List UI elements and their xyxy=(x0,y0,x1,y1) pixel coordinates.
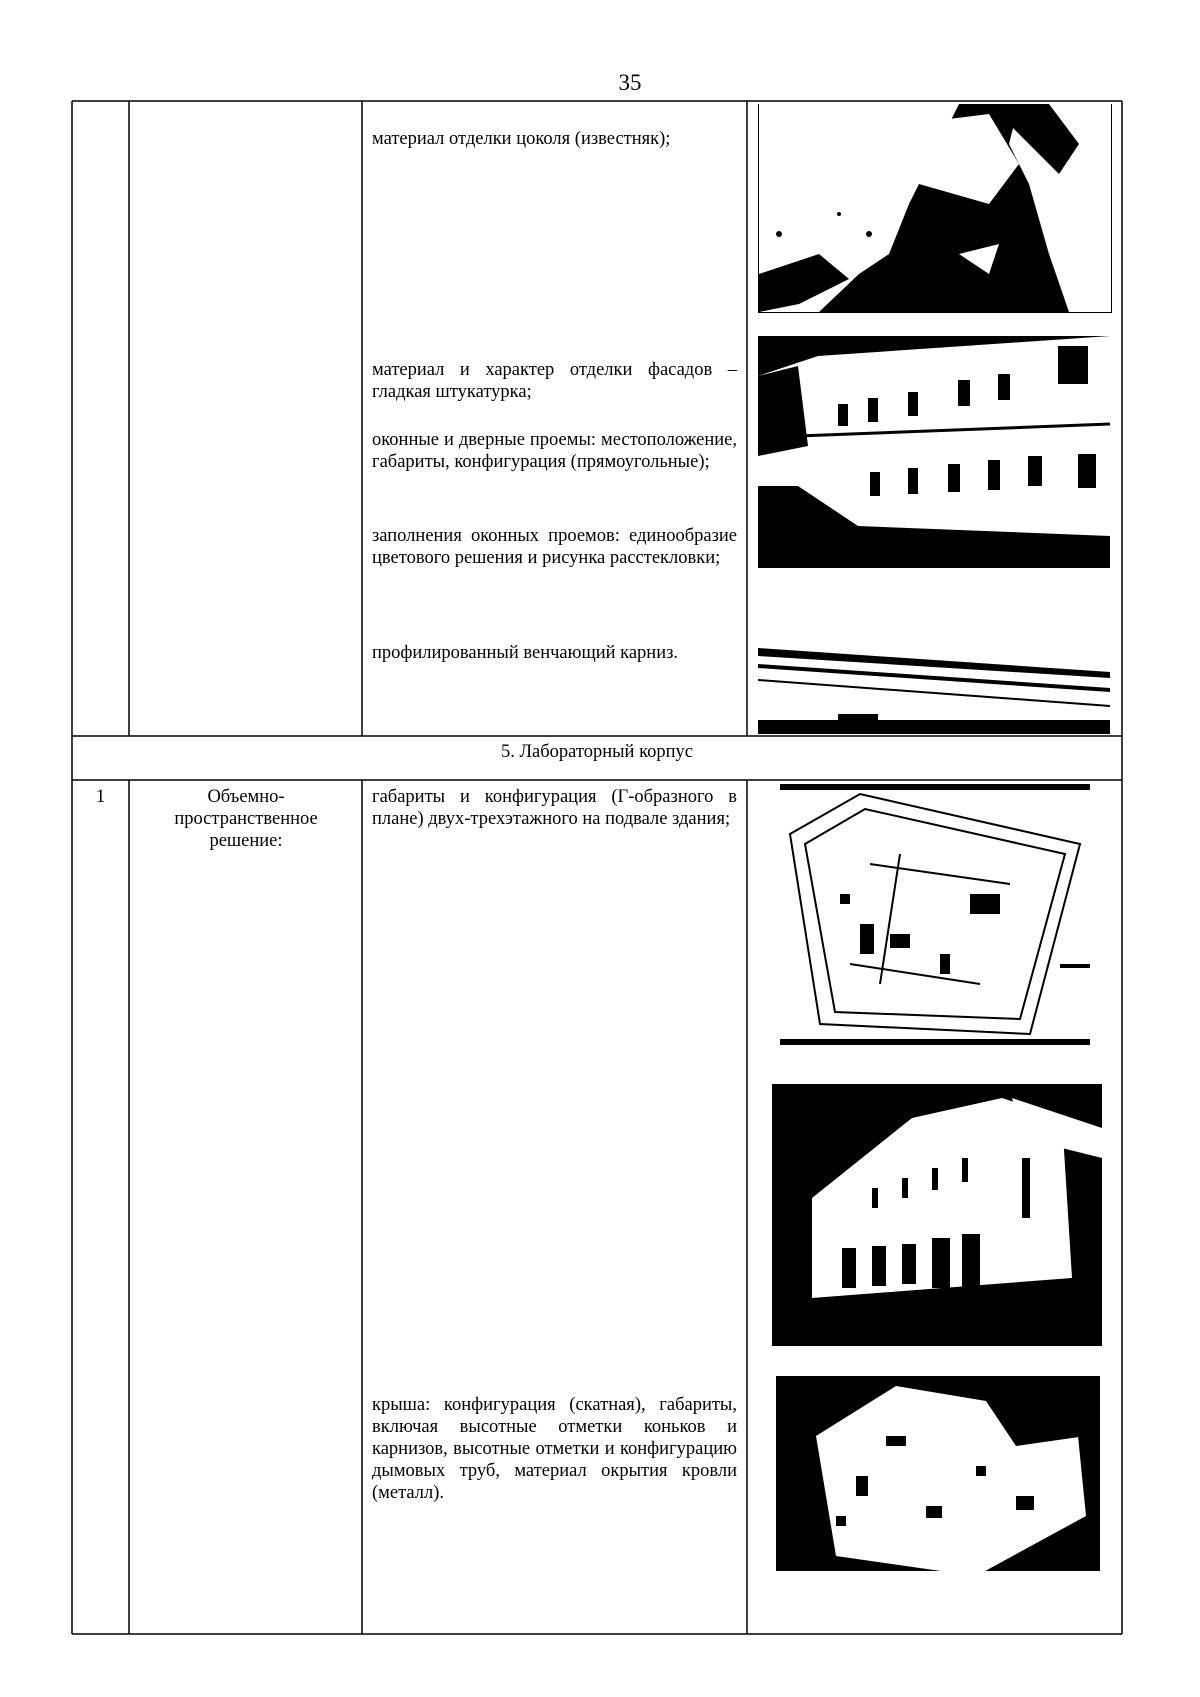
page-number: 35 xyxy=(618,70,642,95)
roof-aerial-photo xyxy=(776,1376,1100,1588)
window-fillings-text: заполнения оконных проемов: единообразие цветового решения и рисунка расстекловки; xyxy=(372,526,737,568)
section-header: 5. Лабораторный корпус xyxy=(500,742,693,762)
lab-building-photo xyxy=(772,1078,1102,1346)
facade-finish-text: материал и характер отделки фасадов – гладкая штукатурка; xyxy=(372,360,737,402)
cornice-text: профилированный венчающий карниз. xyxy=(372,643,679,663)
dimensions-configuration-text: габариты и конфигурация (Г-образного в плане) двух-трехэтажного на подвале здания; xyxy=(372,787,737,829)
facade-photo xyxy=(758,336,1110,568)
row-category: Объемно-пространственное решение: xyxy=(174,787,318,851)
plinth-material-text: материал отделки цоколя (известняк); xyxy=(372,129,671,149)
row-number: 1 xyxy=(95,787,106,807)
plinth-photo xyxy=(758,104,1112,313)
cornice-photo xyxy=(758,644,1110,734)
site-plan-map xyxy=(780,784,1090,1054)
roof-description-text: крыша: конфигурация (скатная), габариты, включая высотные отметки коньков и карнизов, высотные отметки и конфигурацию дымовых труб, материал окрытия кровли (металл). xyxy=(372,1395,737,1503)
window-door-openings-text: оконные и дверные проемы: местоположение, габариты, конфигурация (прямоугольные); xyxy=(372,430,737,472)
